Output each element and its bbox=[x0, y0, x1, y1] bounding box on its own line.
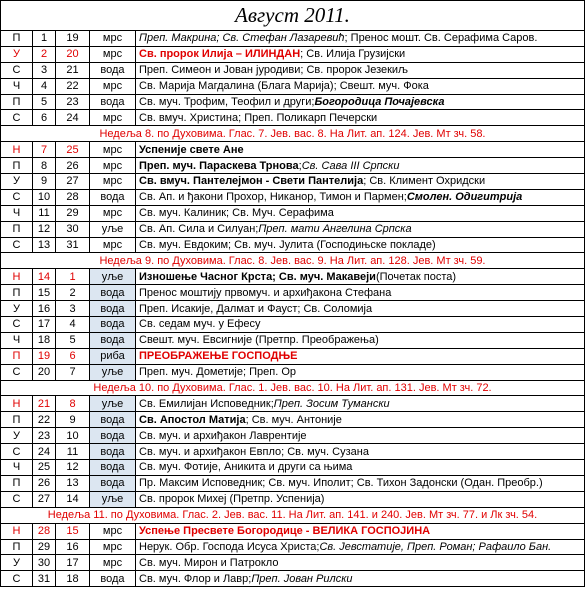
old-date-cell: 10 bbox=[56, 428, 90, 443]
feast-text: Св. Ап. Сила и Силуан; bbox=[139, 223, 259, 236]
weekday-cell: П bbox=[0, 285, 33, 300]
fast-cell: мрс bbox=[90, 79, 136, 94]
feast-text: Св. вмуч. Пантелејмон - Свети Пантелија bbox=[139, 175, 364, 188]
old-date-cell: 27 bbox=[56, 174, 90, 189]
fast-cell: вода bbox=[90, 333, 136, 348]
feast-cell bbox=[136, 428, 585, 443]
new-date-cell: 5 bbox=[33, 95, 56, 110]
new-date-cell: 15 bbox=[33, 285, 56, 300]
weekday-cell: Ч bbox=[0, 333, 33, 348]
day-row bbox=[0, 524, 585, 540]
day-row bbox=[0, 142, 585, 158]
new-date-cell: 26 bbox=[33, 476, 56, 491]
feast-text: Св. Ап. и ђакони Прохор, Никанор, Тимон и Пармен; bbox=[139, 191, 407, 204]
new-date-cell: 16 bbox=[33, 301, 56, 316]
feast-text: Изношење Часног Крста; Св. муч. Макавеји bbox=[139, 270, 376, 283]
feast-text: ; Пренос мошт. Св. Серафима Саров. bbox=[344, 32, 538, 45]
day-row bbox=[0, 238, 585, 254]
feast-text: Успеније свете Ане bbox=[139, 143, 244, 156]
fast-cell: уље bbox=[90, 492, 136, 507]
new-date-cell: 11 bbox=[33, 206, 56, 221]
old-date-cell: 26 bbox=[56, 158, 90, 173]
weekday-cell: С bbox=[0, 571, 33, 586]
weekday-cell: П bbox=[0, 95, 33, 110]
old-date-cell: 20 bbox=[56, 47, 90, 62]
feast-text: Св. Марија Магдалина (Блага Марија); Свешт. муч. Фока bbox=[139, 80, 429, 93]
feast-text: Св. муч. Калиник; Св. Муч. Серафима bbox=[139, 207, 334, 220]
new-date-cell: 30 bbox=[33, 555, 56, 570]
feast-cell bbox=[136, 444, 585, 459]
fast-cell: вода bbox=[90, 571, 136, 586]
feast-text: Св. Сава III Српски bbox=[301, 159, 400, 172]
weekday-cell: С bbox=[0, 317, 33, 332]
day-row bbox=[0, 285, 585, 301]
calendar-rows bbox=[0, 31, 585, 587]
weekday-cell: Н bbox=[0, 396, 33, 411]
new-date-cell: 20 bbox=[33, 365, 56, 380]
fast-cell: уље bbox=[90, 396, 136, 411]
sunday-readings-row: Недеља 10. по Духовима. Глас. 1. Јев. вас. 10. На Лит. ап. 131. Јев. Мт зч. 72. bbox=[0, 381, 585, 397]
day-row bbox=[0, 428, 585, 444]
fast-cell: мрс bbox=[90, 142, 136, 157]
day-row bbox=[0, 206, 585, 222]
feast-text: ; Св. муч. Антоније bbox=[245, 413, 342, 426]
feast-cell bbox=[136, 412, 585, 427]
new-date-cell: 7 bbox=[33, 142, 56, 157]
old-date-cell: 18 bbox=[56, 571, 90, 586]
day-row bbox=[0, 555, 585, 571]
old-date-cell: 9 bbox=[56, 412, 90, 427]
feast-text: Св. муч. Трофим, Теофил и други; bbox=[139, 96, 315, 108]
feast-text: Преп. Зосим Тумански bbox=[273, 397, 390, 410]
day-row bbox=[0, 158, 585, 174]
old-date-cell: 28 bbox=[56, 190, 90, 205]
new-date-cell: 8 bbox=[33, 158, 56, 173]
feast-text: Преп. Макрина; Св. Стефан Лазаревић bbox=[139, 32, 345, 45]
weekday-cell: С bbox=[0, 365, 33, 380]
day-row bbox=[0, 31, 585, 47]
day-row bbox=[0, 412, 585, 428]
old-date-cell: 3 bbox=[56, 301, 90, 316]
old-date-cell: 29 bbox=[56, 206, 90, 221]
new-date-cell: 4 bbox=[33, 79, 56, 94]
feast-text: Св. Емилијан Исповедник; bbox=[139, 397, 274, 410]
feast-cell bbox=[136, 142, 585, 157]
day-row bbox=[0, 47, 585, 63]
weekday-cell: Ч bbox=[0, 460, 33, 475]
feast-text: Успење Пресвете Богородице - ВЕЛИКА ГОСПОЈИНА bbox=[139, 525, 431, 538]
feast-cell bbox=[136, 285, 585, 300]
fast-cell: вода bbox=[90, 301, 136, 316]
day-row bbox=[0, 349, 585, 365]
feast-cell bbox=[136, 206, 585, 221]
fast-cell: вода bbox=[90, 63, 136, 78]
fast-cell: уље bbox=[90, 222, 136, 237]
new-date-cell: 13 bbox=[33, 238, 56, 253]
day-row bbox=[0, 95, 585, 111]
day-row bbox=[0, 63, 585, 79]
feast-cell bbox=[136, 47, 585, 62]
feast-cell bbox=[136, 174, 585, 189]
new-date-cell: 23 bbox=[33, 428, 56, 443]
feast-text: (Почетак поста) bbox=[375, 270, 457, 283]
weekday-cell: С bbox=[0, 190, 33, 205]
weekday-cell: Н bbox=[0, 142, 33, 157]
fast-cell: вода bbox=[90, 428, 136, 443]
fast-cell: мрс bbox=[90, 555, 136, 570]
new-date-cell: 22 bbox=[33, 412, 56, 427]
feast-cell bbox=[136, 476, 585, 491]
feast-text: Св. муч. Евдоким; Св. муч. Јулита (Господињске покладе) bbox=[139, 239, 436, 252]
day-row bbox=[0, 476, 585, 492]
fast-cell: вода bbox=[90, 476, 136, 491]
day-row bbox=[0, 492, 585, 508]
day-row bbox=[0, 174, 585, 190]
day-row bbox=[0, 333, 585, 349]
weekday-cell: У bbox=[0, 174, 33, 189]
weekday-cell: С bbox=[0, 238, 33, 253]
feast-cell bbox=[136, 396, 585, 411]
feast-text: Преп. Јован Рилски bbox=[251, 572, 353, 585]
weekday-cell: Н bbox=[0, 269, 33, 284]
feast-text: Св. вмуч. Христина; Преп. Поликарп Печерски bbox=[139, 111, 378, 124]
feast-cell bbox=[136, 349, 585, 364]
feast-text: Преп. Симеон и Јован јуродиви; Св. пророк Језекиљ bbox=[139, 64, 409, 77]
old-date-cell: 15 bbox=[56, 524, 90, 539]
feast-text: Св. Апостол Матија bbox=[139, 413, 246, 426]
feast-text: Нерук. Обр. Господа Исуса Христа; bbox=[139, 540, 320, 553]
feast-cell bbox=[136, 365, 585, 380]
feast-cell bbox=[136, 317, 585, 332]
weekday-cell: С bbox=[0, 492, 33, 507]
old-date-cell: 1 bbox=[56, 269, 90, 284]
weekday-cell: П bbox=[0, 222, 33, 237]
feast-text: Преп. мати Ангелина Српска bbox=[258, 223, 412, 236]
feast-cell bbox=[136, 555, 585, 570]
feast-text: Пренос моштију првомуч. и архиђакона Стефана bbox=[139, 286, 392, 299]
fast-cell: мрс bbox=[90, 174, 136, 189]
old-date-cell: 25 bbox=[56, 142, 90, 157]
feast-cell bbox=[136, 269, 585, 284]
fast-cell: уље bbox=[90, 365, 136, 380]
feast-text: Св. муч. Фотије, Аникита и други са њима bbox=[139, 461, 353, 474]
weekday-cell: У bbox=[0, 555, 33, 570]
sunday-readings-row: Недеља 8. по Духовима. Глас. 7. Јев. вас. 8. На Лит. ап. 124. Јев. Мт зч. 58. bbox=[0, 126, 585, 142]
feast-cell bbox=[136, 222, 585, 237]
new-date-cell: 31 bbox=[33, 571, 56, 586]
feast-text: Св. пророк Михеј (Претпр. Успенија) bbox=[139, 493, 325, 506]
old-date-cell: 12 bbox=[56, 460, 90, 475]
old-date-cell: 17 bbox=[56, 555, 90, 570]
feast-cell bbox=[136, 492, 585, 507]
fast-cell: мрс bbox=[90, 238, 136, 253]
feast-cell bbox=[136, 63, 585, 78]
old-date-cell: 2 bbox=[56, 285, 90, 300]
feast-text: Св. муч. и архиђакон Евпло; Св. муч. Сузана bbox=[139, 445, 369, 458]
weekday-cell: С bbox=[0, 110, 33, 125]
feast-cell bbox=[136, 190, 585, 205]
sunday-readings-row: Недеља 11. по Духовима. Глас. 2. Јев. вас. 11. На Лит. ап. 141. и 240. Јев. Мт зч. 77. и Лк зч. 54. bbox=[0, 508, 585, 524]
old-date-cell: 14 bbox=[56, 492, 90, 507]
day-row bbox=[0, 396, 585, 412]
day-row bbox=[0, 460, 585, 476]
feast-text: Богородица Почајевска bbox=[314, 96, 445, 108]
new-date-cell: 3 bbox=[33, 63, 56, 78]
month-title: Август 2011. bbox=[0, 0, 585, 31]
old-date-cell: 23 bbox=[56, 95, 90, 110]
fast-cell: мрс bbox=[90, 524, 136, 539]
new-date-cell: 1 bbox=[33, 31, 56, 46]
weekday-cell: П bbox=[0, 349, 33, 364]
fast-cell: вода bbox=[90, 317, 136, 332]
fast-cell: вода bbox=[90, 285, 136, 300]
new-date-cell: 6 bbox=[33, 110, 56, 125]
new-date-cell: 2 bbox=[33, 47, 56, 62]
old-date-cell: 6 bbox=[56, 349, 90, 364]
new-date-cell: 24 bbox=[33, 444, 56, 459]
feast-cell bbox=[136, 158, 585, 173]
feast-cell bbox=[136, 95, 585, 110]
feast-text: ; bbox=[298, 159, 302, 172]
day-row bbox=[0, 222, 585, 238]
day-row bbox=[0, 571, 585, 587]
weekday-cell: Н bbox=[0, 524, 33, 539]
feast-cell bbox=[136, 31, 585, 46]
new-date-cell: 9 bbox=[33, 174, 56, 189]
feast-cell bbox=[136, 301, 585, 316]
weekday-cell: П bbox=[0, 476, 33, 491]
feast-cell bbox=[136, 333, 585, 348]
old-date-cell: 16 bbox=[56, 540, 90, 555]
fast-cell: уље bbox=[90, 269, 136, 284]
feast-text: Преп. муч. Параскева Трнова bbox=[139, 159, 299, 172]
feast-text: Св. муч. Флор и Лавр; bbox=[139, 572, 252, 585]
feast-cell bbox=[136, 540, 585, 555]
fast-cell: мрс bbox=[90, 31, 136, 46]
feast-cell bbox=[136, 79, 585, 94]
weekday-cell: Ч bbox=[0, 206, 33, 221]
new-date-cell: 21 bbox=[33, 396, 56, 411]
old-date-cell: 31 bbox=[56, 238, 90, 253]
day-row bbox=[0, 444, 585, 460]
day-row bbox=[0, 317, 585, 333]
new-date-cell: 25 bbox=[33, 460, 56, 475]
new-date-cell: 10 bbox=[33, 190, 56, 205]
old-date-cell: 7 bbox=[56, 365, 90, 380]
old-date-cell: 21 bbox=[56, 63, 90, 78]
new-date-cell: 17 bbox=[33, 317, 56, 332]
feast-text: Св. пророк Илија – ИЛИНДАН bbox=[139, 48, 301, 61]
feast-text: Смолен. Одигитрија bbox=[406, 191, 523, 204]
old-date-cell: 22 bbox=[56, 79, 90, 94]
feast-text: Пр. Максим Исповедник; Св. муч. Иполит; Св. Тихон Задонски (Одан. Преобр.) bbox=[139, 477, 543, 490]
feast-text: ПРЕОБРАЖЕЊЕ ГОСПОДЊЕ bbox=[139, 350, 298, 363]
fast-cell: мрс bbox=[90, 206, 136, 221]
fast-cell: мрс bbox=[90, 110, 136, 125]
weekday-cell: У bbox=[0, 428, 33, 443]
feast-text: Св. муч. и архиђакон Лаврентије bbox=[139, 429, 307, 442]
weekday-cell: П bbox=[0, 158, 33, 173]
old-date-cell: 11 bbox=[56, 444, 90, 459]
feast-cell bbox=[136, 571, 585, 586]
day-row bbox=[0, 365, 585, 381]
day-row bbox=[0, 190, 585, 206]
day-row bbox=[0, 79, 585, 95]
weekday-cell: П bbox=[0, 31, 33, 46]
feast-cell bbox=[136, 524, 585, 539]
day-row bbox=[0, 110, 585, 126]
fast-cell: вода bbox=[90, 412, 136, 427]
fast-cell: вода bbox=[90, 190, 136, 205]
new-date-cell: 18 bbox=[33, 333, 56, 348]
new-date-cell: 29 bbox=[33, 540, 56, 555]
feast-cell bbox=[136, 460, 585, 475]
sunday-readings-row: Недеља 9. по Духовима. Глас. 8. Јев. вас. 9. На Лит. ап. 128. Јев. Мт зч. 59. bbox=[0, 253, 585, 269]
feast-text: ; Св. Илија Грузијски bbox=[300, 48, 406, 61]
weekday-cell: П bbox=[0, 412, 33, 427]
day-row bbox=[0, 301, 585, 317]
feast-text: ; Св. Климент Охридски bbox=[363, 175, 486, 188]
feast-text: Св. муч. Мирон и Патрокло bbox=[139, 556, 279, 569]
old-date-cell: 8 bbox=[56, 396, 90, 411]
old-date-cell: 30 bbox=[56, 222, 90, 237]
new-date-cell: 19 bbox=[33, 349, 56, 364]
old-date-cell: 5 bbox=[56, 333, 90, 348]
fast-cell: вода bbox=[90, 444, 136, 459]
fast-cell: мрс bbox=[90, 47, 136, 62]
fast-cell: вода bbox=[90, 95, 136, 110]
new-date-cell: 27 bbox=[33, 492, 56, 507]
new-date-cell: 12 bbox=[33, 222, 56, 237]
day-row bbox=[0, 540, 585, 556]
feast-text: Преп. муч. Дометије; Преп. Ор bbox=[139, 366, 296, 379]
weekday-cell: У bbox=[0, 47, 33, 62]
old-date-cell: 19 bbox=[56, 31, 90, 46]
fast-cell: мрс bbox=[90, 158, 136, 173]
old-date-cell: 24 bbox=[56, 110, 90, 125]
weekday-cell: У bbox=[0, 301, 33, 316]
fast-cell: мрс bbox=[90, 540, 136, 555]
feast-text: Св. Јевстатије, Преп. Роман; Рафаило Бан. bbox=[319, 540, 552, 553]
feast-text: Свешт. муч. Евсигније (Претпр. Преображења) bbox=[139, 334, 379, 347]
old-date-cell: 13 bbox=[56, 476, 90, 491]
fast-cell: вода bbox=[90, 460, 136, 475]
new-date-cell: 28 bbox=[33, 524, 56, 539]
feast-cell bbox=[136, 110, 585, 125]
new-date-cell: 14 bbox=[33, 269, 56, 284]
weekday-cell: Ч bbox=[0, 79, 33, 94]
weekday-cell: С bbox=[0, 63, 33, 78]
feast-text: Преп. Исакије, Далмат и Фауст; Св. Соломија bbox=[139, 302, 373, 315]
weekday-cell: С bbox=[0, 444, 33, 459]
weekday-cell: П bbox=[0, 540, 33, 555]
day-row bbox=[0, 269, 585, 285]
feast-cell bbox=[136, 238, 585, 253]
feast-text: Св. седам муч. у Ефесу bbox=[139, 318, 261, 331]
old-date-cell: 4 bbox=[56, 317, 90, 332]
fast-cell: риба bbox=[90, 349, 136, 364]
